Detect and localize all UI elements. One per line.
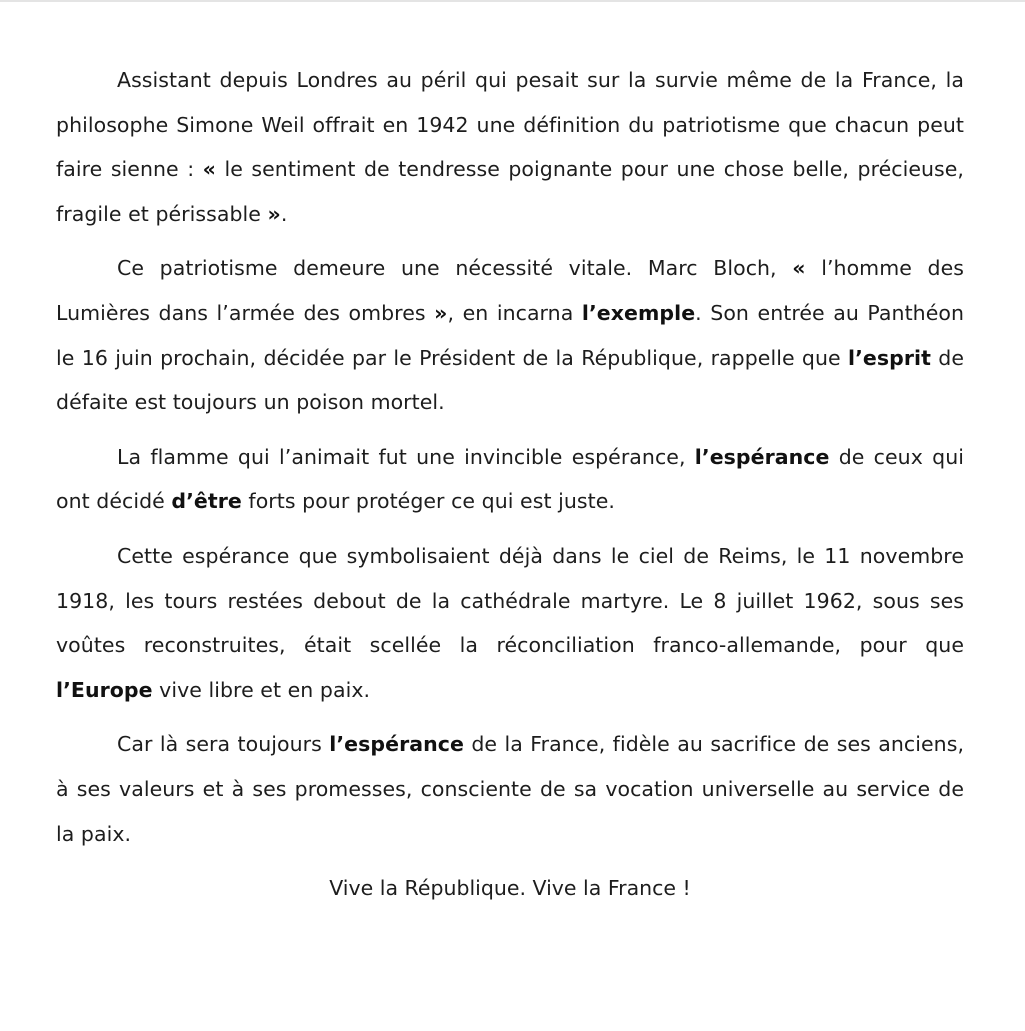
text-run: . Son entrée au Panthéon le 16 juin prochain, décidée par le Président de la République, rappelle que	[56, 300, 965, 370]
document-body	[56, 58, 964, 910]
emphasized-text: »	[267, 201, 281, 226]
emphasized-text: d’être	[171, 489, 242, 514]
text-run: le sentiment de tendresse poignante pour une chose belle, précieuse, fragile et périssable	[56, 157, 964, 226]
emphasized-text: l’exemple	[581, 300, 696, 325]
emphasized-text: l’espérance	[694, 444, 830, 469]
emphasized-text: l’Europe	[56, 677, 153, 702]
closing-line: Vive la République. Vive la France !	[329, 876, 691, 901]
text-run: de défaite est toujours un poison mortel.	[56, 345, 964, 415]
emphasized-text: «	[792, 256, 806, 281]
text-run: forts pour protéger ce qui est juste.	[241, 489, 615, 514]
text-run: vive libre et en paix.	[152, 677, 371, 702]
text-run: La flamme qui l’animait fut une invincible espérance,	[117, 444, 695, 469]
page-top-border	[0, 0, 1025, 2]
text-run: Cette espérance que symbolisaient déjà dans le ciel de Reims, le 11 novembre 1918, les tours restées debout de la cathédrale martyre. Le 8 juillet 1962, sous ses voûtes reconstruites, était scellée la réconciliation franco-allemande, pour que	[56, 543, 964, 658]
paragraph-simone-weil	[56, 58, 964, 236]
text-run: .	[280, 201, 288, 226]
text-run: Assistant depuis Londres au péril qui pesait sur la survie même de la France, la philosophe Simone Weil offrait en 1942 une définition du patriotisme que chacun peut faire sienne :	[56, 68, 964, 182]
text-run: Car là sera toujours	[117, 732, 330, 757]
paragraph-esperance	[56, 435, 964, 524]
text-run: Ce patriotisme demeure une nécessité vitale. Marc Bloch,	[117, 256, 793, 281]
emphasized-text: «	[202, 157, 216, 182]
emphasized-text: »	[434, 300, 448, 325]
text-run: , en incarna	[447, 300, 582, 325]
text-run: de la France, fidèle au sacrifice de ses anciens, à ses valeurs et à ses promesses, consciente de sa vocation universelle au service de la paix.	[56, 732, 965, 846]
text-run: l’homme des Lumières dans l’armée des ombres	[56, 256, 964, 325]
paragraph-marc-bloch	[56, 246, 964, 424]
text-run: de ceux qui ont décidé	[56, 444, 965, 514]
emphasized-text: l’esprit	[848, 345, 931, 370]
paragraph-reims	[56, 534, 964, 712]
emphasized-text: l’espérance	[329, 732, 464, 757]
paragraph-france-paix	[56, 722, 964, 856]
